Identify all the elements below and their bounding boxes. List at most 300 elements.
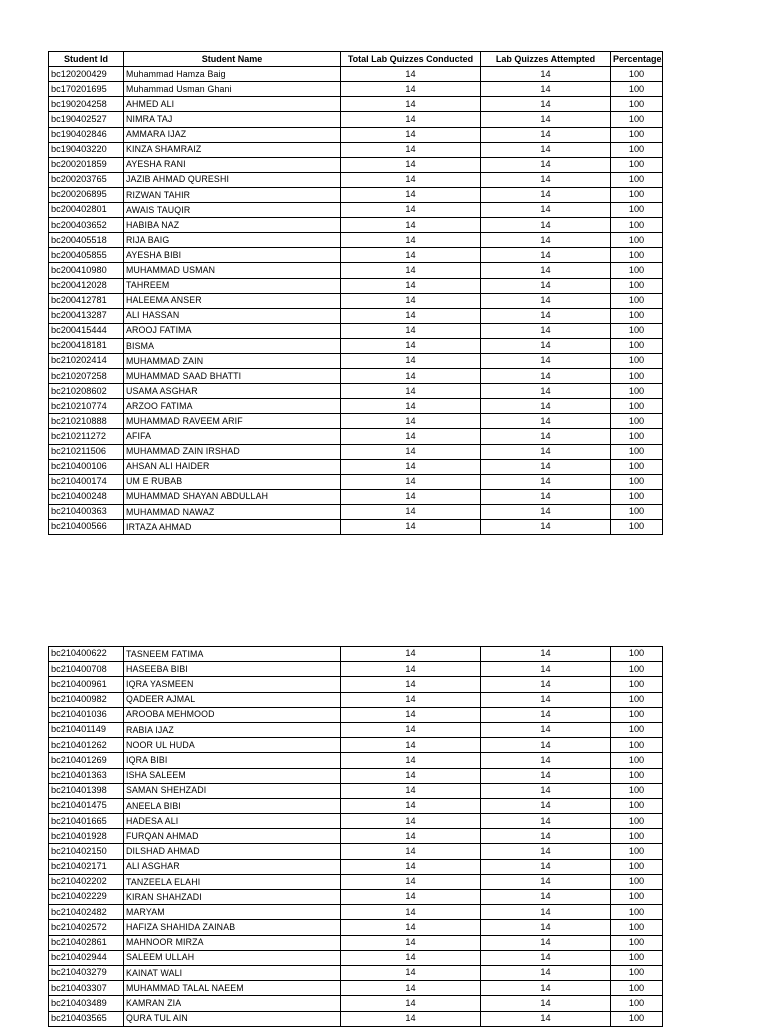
- percentage-cell: 100: [611, 950, 663, 965]
- table-row: [49, 157, 663, 172]
- percentage-cell: 100: [611, 429, 663, 444]
- student-name-cell: KIRAN SHAHZADI: [124, 890, 341, 905]
- attempted-cell: 14: [481, 950, 611, 965]
- student-name-cell: KAMRAN ZIA: [124, 996, 341, 1011]
- header-student-id: Student Id: [49, 52, 124, 67]
- total-conducted-cell: 14: [341, 874, 481, 889]
- attempted-cell: 14: [481, 677, 611, 692]
- total-conducted-cell: 14: [341, 218, 481, 233]
- total-conducted-cell: 14: [341, 935, 481, 950]
- student-id-cell: bc200412028: [49, 278, 124, 293]
- table-row: [49, 142, 663, 157]
- student-name-cell: AROOBA MEHMOOD: [124, 707, 341, 722]
- total-conducted-cell: 14: [341, 829, 481, 844]
- attempted-cell: 14: [481, 97, 611, 112]
- attempted-cell: 14: [481, 323, 611, 338]
- student-name-cell: MUHAMMAD NAWAZ: [124, 504, 341, 519]
- attempted-cell: 14: [481, 905, 611, 920]
- table-row: [49, 127, 663, 142]
- student-id-cell: bc200412781: [49, 293, 124, 308]
- percentage-cell: 100: [611, 489, 663, 504]
- percentage-cell: 100: [611, 369, 663, 384]
- percentage-cell: 100: [611, 814, 663, 829]
- table-row: [49, 965, 663, 980]
- attempted-cell: 14: [481, 814, 611, 829]
- student-name-cell: QADEER AJMAL: [124, 692, 341, 707]
- percentage-cell: 100: [611, 874, 663, 889]
- percentage-cell: 100: [611, 112, 663, 127]
- table-row: [49, 429, 663, 444]
- total-conducted-cell: 14: [341, 981, 481, 996]
- student-id-cell: bc210207258: [49, 369, 124, 384]
- table-row: [49, 783, 663, 798]
- student-id-cell: bc170201695: [49, 82, 124, 97]
- table-row: [49, 263, 663, 278]
- percentage-cell: 100: [611, 293, 663, 308]
- student-id-cell: bc210402482: [49, 905, 124, 920]
- table-row: [49, 647, 663, 662]
- percentage-cell: 100: [611, 935, 663, 950]
- student-id-cell: bc210401149: [49, 722, 124, 737]
- student-id-cell: bc210210774: [49, 399, 124, 414]
- total-conducted-cell: 14: [341, 414, 481, 429]
- table-row: [49, 353, 663, 368]
- header-student-name: Student Name: [124, 52, 341, 67]
- student-name-cell: NIMRA TAJ: [124, 112, 341, 127]
- percentage-cell: 100: [611, 187, 663, 202]
- student-id-cell: bc200402801: [49, 203, 124, 218]
- student-name-cell: HASEEBA BIBI: [124, 662, 341, 677]
- attempted-cell: 14: [481, 369, 611, 384]
- percentage-cell: 100: [611, 504, 663, 519]
- table-row: [49, 474, 663, 489]
- total-conducted-cell: 14: [341, 384, 481, 399]
- student-id-cell: bc210403565: [49, 1011, 124, 1026]
- table-row: [49, 233, 663, 248]
- percentage-cell: 100: [611, 965, 663, 980]
- attempted-cell: 14: [481, 520, 611, 535]
- student-name-cell: MUHAMMAD TALAL NAEEM: [124, 981, 341, 996]
- total-conducted-cell: 14: [341, 692, 481, 707]
- total-conducted-cell: 14: [341, 859, 481, 874]
- table-row: [49, 935, 663, 950]
- header-attempted: Lab Quizzes Attempted: [481, 52, 611, 67]
- student-name-cell: KINZA SHAMRAIZ: [124, 142, 341, 157]
- total-conducted-cell: 14: [341, 444, 481, 459]
- student-name-cell: MAHNOOR MIRZA: [124, 935, 341, 950]
- student-id-cell: bc200415444: [49, 323, 124, 338]
- student-name-cell: AYESHA BIBI: [124, 248, 341, 263]
- attempted-cell: 14: [481, 489, 611, 504]
- student-name-cell: QURA TUL AIN: [124, 1011, 341, 1026]
- table-row: [49, 920, 663, 935]
- attempted-cell: 14: [481, 263, 611, 278]
- table-row: [49, 662, 663, 677]
- total-conducted-cell: 14: [341, 504, 481, 519]
- student-id-cell: bc210210888: [49, 414, 124, 429]
- total-conducted-cell: 14: [341, 965, 481, 980]
- percentage-cell: 100: [611, 474, 663, 489]
- student-id-cell: bc190402527: [49, 112, 124, 127]
- percentage-cell: 100: [611, 859, 663, 874]
- attempted-cell: 14: [481, 67, 611, 82]
- percentage-cell: 100: [611, 829, 663, 844]
- total-conducted-cell: 14: [341, 768, 481, 783]
- table-row: [49, 414, 663, 429]
- percentage-cell: 100: [611, 459, 663, 474]
- student-name-cell: ALI ASGHAR: [124, 859, 341, 874]
- student-id-cell: bc190204258: [49, 97, 124, 112]
- attempted-cell: 14: [481, 768, 611, 783]
- attempted-cell: 14: [481, 82, 611, 97]
- percentage-cell: 100: [611, 783, 663, 798]
- attempted-cell: 14: [481, 203, 611, 218]
- header-percentage: Percentage: [611, 52, 663, 67]
- student-name-cell: AMMARA IJAZ: [124, 127, 341, 142]
- total-conducted-cell: 14: [341, 662, 481, 677]
- student-id-cell: bc210400961: [49, 677, 124, 692]
- percentage-cell: 100: [611, 82, 663, 97]
- student-name-cell: MUHAMMAD USMAN: [124, 263, 341, 278]
- table-row: [49, 707, 663, 722]
- total-conducted-cell: 14: [341, 369, 481, 384]
- total-conducted-cell: 14: [341, 1011, 481, 1026]
- attempted-cell: 14: [481, 278, 611, 293]
- student-id-cell: bc200418181: [49, 338, 124, 353]
- student-id-cell: bc210211272: [49, 429, 124, 444]
- student-name-cell: DILSHAD AHMAD: [124, 844, 341, 859]
- student-id-cell: bc210403307: [49, 981, 124, 996]
- student-name-cell: MUHAMMAD ZAIN IRSHAD: [124, 444, 341, 459]
- table-row: [49, 172, 663, 187]
- table-row: [49, 112, 663, 127]
- student-name-cell: MUHAMMAD RAVEEM ARIF: [124, 414, 341, 429]
- attendance-table-top: [48, 51, 663, 535]
- table-row: [49, 996, 663, 1011]
- student-name-cell: IQRA BIBI: [124, 753, 341, 768]
- student-name-cell: TANZEELA ELAHI: [124, 874, 341, 889]
- table-row: [49, 248, 663, 263]
- attempted-cell: 14: [481, 647, 611, 662]
- percentage-cell: 100: [611, 798, 663, 813]
- percentage-cell: 100: [611, 233, 663, 248]
- total-conducted-cell: 14: [341, 338, 481, 353]
- student-id-cell: bc210401928: [49, 829, 124, 844]
- student-id-cell: bc210403279: [49, 965, 124, 980]
- student-name-cell: RIZWAN TAHIR: [124, 187, 341, 202]
- table-row: [49, 692, 663, 707]
- total-conducted-cell: 14: [341, 97, 481, 112]
- total-conducted-cell: 14: [341, 82, 481, 97]
- total-conducted-cell: 14: [341, 474, 481, 489]
- student-name-cell: MUHAMMAD ZAIN: [124, 353, 341, 368]
- student-id-cell: bc210402229: [49, 890, 124, 905]
- total-conducted-cell: 14: [341, 520, 481, 535]
- student-id-cell: bc210401262: [49, 738, 124, 753]
- student-name-cell: ALI HASSAN: [124, 308, 341, 323]
- student-id-cell: bc210402572: [49, 920, 124, 935]
- attempted-cell: 14: [481, 935, 611, 950]
- student-id-cell: bc210400174: [49, 474, 124, 489]
- student-name-cell: AHMED ALI: [124, 97, 341, 112]
- attempted-cell: 14: [481, 187, 611, 202]
- attempted-cell: 14: [481, 444, 611, 459]
- total-conducted-cell: 14: [341, 996, 481, 1011]
- student-id-cell: bc200201859: [49, 157, 124, 172]
- table-row: [49, 859, 663, 874]
- student-name-cell: ISHA SALEEM: [124, 768, 341, 783]
- student-name-cell: HAFIZA SHAHIDA ZAINAB: [124, 920, 341, 935]
- total-conducted-cell: 14: [341, 950, 481, 965]
- percentage-cell: 100: [611, 996, 663, 1011]
- table-row: [49, 293, 663, 308]
- attempted-cell: 14: [481, 142, 611, 157]
- table-row: [49, 444, 663, 459]
- table-row: [49, 738, 663, 753]
- total-conducted-cell: 14: [341, 112, 481, 127]
- student-name-cell: ARZOO FATIMA: [124, 399, 341, 414]
- student-name-cell: AYESHA RANI: [124, 157, 341, 172]
- percentage-cell: 100: [611, 97, 663, 112]
- total-conducted-cell: 14: [341, 489, 481, 504]
- student-name-cell: AWAIS TAUQIR: [124, 203, 341, 218]
- total-conducted-cell: 14: [341, 783, 481, 798]
- student-name-cell: MUHAMMAD SAAD BHATTI: [124, 369, 341, 384]
- student-name-cell: AFIFA: [124, 429, 341, 444]
- table-row: [49, 384, 663, 399]
- student-name-cell: BISMA: [124, 338, 341, 353]
- percentage-cell: 100: [611, 353, 663, 368]
- header-row: [49, 52, 663, 67]
- header-total-conducted: Total Lab Quizzes Conducted: [341, 52, 481, 67]
- percentage-cell: 100: [611, 677, 663, 692]
- total-conducted-cell: 14: [341, 187, 481, 202]
- percentage-cell: 100: [611, 768, 663, 783]
- total-conducted-cell: 14: [341, 429, 481, 444]
- student-name-cell: JAZIB AHMAD QURESHI: [124, 172, 341, 187]
- student-name-cell: KAINAT WALI: [124, 965, 341, 980]
- percentage-cell: 100: [611, 338, 663, 353]
- attempted-cell: 14: [481, 112, 611, 127]
- percentage-cell: 100: [611, 844, 663, 859]
- attempted-cell: 14: [481, 844, 611, 859]
- attempted-cell: 14: [481, 1011, 611, 1026]
- percentage-cell: 100: [611, 414, 663, 429]
- percentage-cell: 100: [611, 172, 663, 187]
- percentage-cell: 100: [611, 520, 663, 535]
- table-row: [49, 905, 663, 920]
- student-name-cell: TAHREEM: [124, 278, 341, 293]
- table-row: [49, 844, 663, 859]
- table-row: [49, 218, 663, 233]
- percentage-cell: 100: [611, 692, 663, 707]
- student-id-cell: bc200405518: [49, 233, 124, 248]
- student-name-cell: SALEEM ULLAH: [124, 950, 341, 965]
- attempted-cell: 14: [481, 965, 611, 980]
- percentage-cell: 100: [611, 753, 663, 768]
- student-id-cell: bc210402150: [49, 844, 124, 859]
- attempted-cell: 14: [481, 981, 611, 996]
- total-conducted-cell: 14: [341, 67, 481, 82]
- percentage-cell: 100: [611, 308, 663, 323]
- student-name-cell: MUHAMMAD SHAYAN ABDULLAH: [124, 489, 341, 504]
- table-row: [49, 890, 663, 905]
- student-id-cell: bc210400566: [49, 520, 124, 535]
- total-conducted-cell: 14: [341, 647, 481, 662]
- table-row: [49, 338, 663, 353]
- table-row: [49, 829, 663, 844]
- attempted-cell: 14: [481, 504, 611, 519]
- table-row: [49, 520, 663, 535]
- student-id-cell: bc190403220: [49, 142, 124, 157]
- table-row: [49, 677, 663, 692]
- attempted-cell: 14: [481, 399, 611, 414]
- student-id-cell: bc210402171: [49, 859, 124, 874]
- student-name-cell: UM E RUBAB: [124, 474, 341, 489]
- percentage-cell: 100: [611, 722, 663, 737]
- student-id-cell: bc210402202: [49, 874, 124, 889]
- student-id-cell: bc210400363: [49, 504, 124, 519]
- table-row: [49, 82, 663, 97]
- student-name-cell: TASNEEM FATIMA: [124, 647, 341, 662]
- attempted-cell: 14: [481, 157, 611, 172]
- total-conducted-cell: 14: [341, 890, 481, 905]
- total-conducted-cell: 14: [341, 353, 481, 368]
- total-conducted-cell: 14: [341, 722, 481, 737]
- attempted-cell: 14: [481, 172, 611, 187]
- student-id-cell: bc120200429: [49, 67, 124, 82]
- table-row: [49, 187, 663, 202]
- table-row: [49, 798, 663, 813]
- table-row: [49, 459, 663, 474]
- attempted-cell: 14: [481, 996, 611, 1011]
- table-row: [49, 323, 663, 338]
- percentage-cell: 100: [611, 738, 663, 753]
- student-name-cell: RIJA BAIG: [124, 233, 341, 248]
- percentage-cell: 100: [611, 263, 663, 278]
- total-conducted-cell: 14: [341, 172, 481, 187]
- table-row: [49, 97, 663, 112]
- total-conducted-cell: 14: [341, 844, 481, 859]
- student-name-cell: ANEELA BIBI: [124, 798, 341, 813]
- total-conducted-cell: 14: [341, 233, 481, 248]
- percentage-cell: 100: [611, 1011, 663, 1026]
- attempted-cell: 14: [481, 859, 611, 874]
- total-conducted-cell: 14: [341, 308, 481, 323]
- percentage-cell: 100: [611, 384, 663, 399]
- percentage-cell: 100: [611, 203, 663, 218]
- table-row: [49, 278, 663, 293]
- attempted-cell: 14: [481, 829, 611, 844]
- total-conducted-cell: 14: [341, 263, 481, 278]
- attempted-cell: 14: [481, 474, 611, 489]
- student-id-cell: bc210401665: [49, 814, 124, 829]
- total-conducted-cell: 14: [341, 278, 481, 293]
- attempted-cell: 14: [481, 353, 611, 368]
- attempted-cell: 14: [481, 308, 611, 323]
- student-name-cell: Muhammad Usman Ghani: [124, 82, 341, 97]
- student-id-cell: bc210401475: [49, 798, 124, 813]
- percentage-cell: 100: [611, 218, 663, 233]
- attempted-cell: 14: [481, 753, 611, 768]
- percentage-cell: 100: [611, 981, 663, 996]
- percentage-cell: 100: [611, 127, 663, 142]
- percentage-cell: 100: [611, 444, 663, 459]
- student-id-cell: bc210400708: [49, 662, 124, 677]
- student-name-cell: HALEEMA ANSER: [124, 293, 341, 308]
- attempted-cell: 14: [481, 874, 611, 889]
- attempted-cell: 14: [481, 783, 611, 798]
- student-id-cell: bc200413287: [49, 308, 124, 323]
- attempted-cell: 14: [481, 127, 611, 142]
- percentage-cell: 100: [611, 142, 663, 157]
- attempted-cell: 14: [481, 338, 611, 353]
- percentage-cell: 100: [611, 323, 663, 338]
- attempted-cell: 14: [481, 722, 611, 737]
- student-name-cell: USAMA ASGHAR: [124, 384, 341, 399]
- total-conducted-cell: 14: [341, 293, 481, 308]
- student-id-cell: bc210403489: [49, 996, 124, 1011]
- total-conducted-cell: 14: [341, 753, 481, 768]
- student-name-cell: HABIBA NAZ: [124, 218, 341, 233]
- attempted-cell: 14: [481, 293, 611, 308]
- total-conducted-cell: 14: [341, 248, 481, 263]
- student-id-cell: bc200403652: [49, 218, 124, 233]
- attempted-cell: 14: [481, 707, 611, 722]
- total-conducted-cell: 14: [341, 459, 481, 474]
- student-name-cell: AHSAN ALI HAIDER: [124, 459, 341, 474]
- attempted-cell: 14: [481, 218, 611, 233]
- table-row: [49, 814, 663, 829]
- table-row: [49, 67, 663, 82]
- total-conducted-cell: 14: [341, 127, 481, 142]
- total-conducted-cell: 14: [341, 157, 481, 172]
- student-name-cell: RABIA IJAZ: [124, 722, 341, 737]
- percentage-cell: 100: [611, 707, 663, 722]
- attempted-cell: 14: [481, 384, 611, 399]
- percentage-cell: 100: [611, 920, 663, 935]
- total-conducted-cell: 14: [341, 905, 481, 920]
- student-id-cell: bc210400106: [49, 459, 124, 474]
- student-id-cell: bc210401036: [49, 707, 124, 722]
- percentage-cell: 100: [611, 647, 663, 662]
- percentage-cell: 100: [611, 278, 663, 293]
- attempted-cell: 14: [481, 662, 611, 677]
- attempted-cell: 14: [481, 920, 611, 935]
- table-row: [49, 399, 663, 414]
- percentage-cell: 100: [611, 248, 663, 263]
- attempted-cell: 14: [481, 233, 611, 248]
- total-conducted-cell: 14: [341, 814, 481, 829]
- attendance-table-bottom: [48, 646, 663, 1027]
- percentage-cell: 100: [611, 157, 663, 172]
- percentage-cell: 100: [611, 67, 663, 82]
- total-conducted-cell: 14: [341, 707, 481, 722]
- student-id-cell: bc210400622: [49, 647, 124, 662]
- table-row: [49, 504, 663, 519]
- student-id-cell: bc200410980: [49, 263, 124, 278]
- attempted-cell: 14: [481, 459, 611, 474]
- percentage-cell: 100: [611, 890, 663, 905]
- student-name-cell: SAMAN SHEHZADI: [124, 783, 341, 798]
- student-name-cell: HADESA ALI: [124, 814, 341, 829]
- total-conducted-cell: 14: [341, 323, 481, 338]
- student-id-cell: bc210202414: [49, 353, 124, 368]
- total-conducted-cell: 14: [341, 920, 481, 935]
- student-id-cell: bc200203765: [49, 172, 124, 187]
- student-id-cell: bc210401398: [49, 783, 124, 798]
- table-row: [49, 874, 663, 889]
